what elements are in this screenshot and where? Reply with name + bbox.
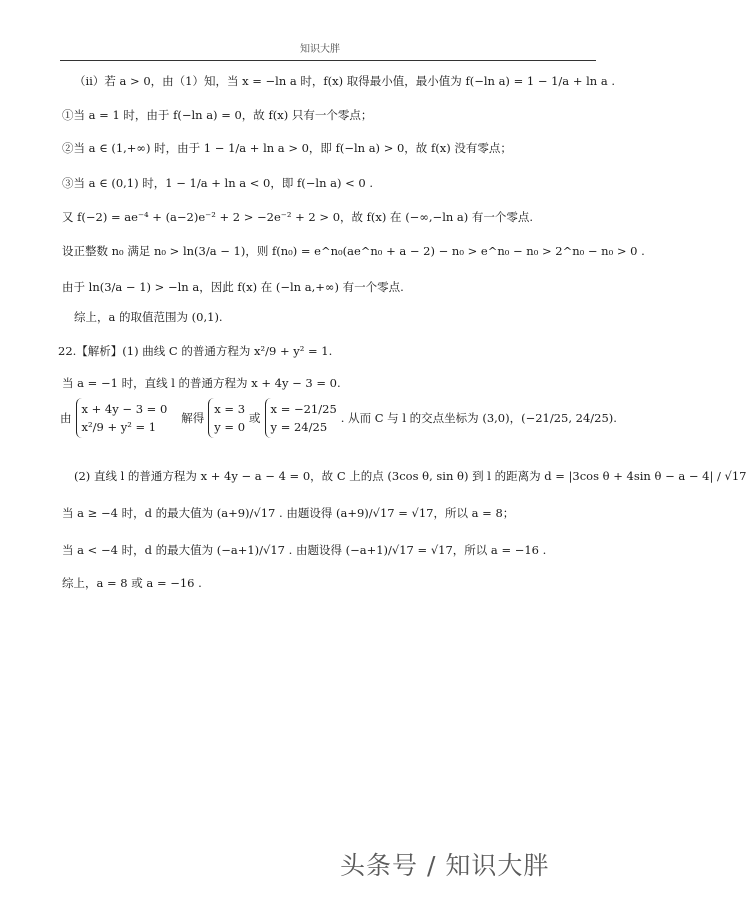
header-rule	[60, 60, 596, 61]
q22-line-4: 当 a ≥ −4 时，d 的最大值为 (a+9)/√17 . 由题设得 (a+9)/√17 = √17，所以 a = 8；	[62, 506, 515, 520]
system-3-eq-a: x = −21/25	[270, 402, 337, 416]
system-2-eq-b: y = 0	[214, 420, 246, 434]
system-brace-1	[76, 398, 168, 438]
q22-line-2: 当 a = −1 时，直线 l 的普通方程为 x + 4y − 3 = 0.	[62, 376, 341, 390]
part-ii-conclusion: 综上，a 的取值范围为 (0,1).	[74, 310, 223, 324]
system-brace-2	[208, 398, 245, 438]
watermark-text: 头条号 / 知识大胖	[340, 851, 550, 880]
part-ii-line-2: ①当 a = 1 时，由于 f(−ln a) = 0，故 f(x) 只有一个零点；	[62, 108, 373, 122]
system-1-eq-a: x + 4y − 3 = 0	[81, 402, 168, 416]
system-brace-3	[265, 398, 337, 438]
system-conclusion: . 从而 C 与 l 的交点坐标为 (3,0)，(−21/25, 24/25).	[340, 411, 617, 425]
part-ii-line-6: 设正整数 n₀ 满足 n₀ > ln(3/a − 1)，则 f(n₀) = e^n₀(ae^n₀ + a − 2) − n₀ > e^n₀ − n₀ > 2^n₀ − n₀ > 0 .	[62, 244, 645, 258]
q22-line-3: (2) 直线 l 的普通方程为 x + 4y − a − 4 = 0，故 C 上的点 (3cos θ, sin θ) 到 l 的距离为 d = |3cos θ + 4sin θ − a − 4| / √17	[74, 469, 747, 483]
system-1-eq-b: x²/9 + y² = 1	[81, 420, 157, 434]
q22-line-5: 当 a < −4 时，d 的最大值为 (−a+1)/√17 . 由题设得 (−a+1)/√17 = √17，所以 a = −16 .	[62, 543, 547, 557]
q22-line-6: 综上，a = 8 或 a = −16 .	[62, 576, 202, 590]
part-ii-line-5: 又 f(−2) = ae⁻⁴ + (a−2)e⁻² + 2 > −2e⁻² + 2 > 0，故 f(x) 在 (−∞,−ln a) 有一个零点.	[62, 210, 534, 224]
solve-label: 解得	[181, 411, 205, 425]
or-label: 或	[249, 411, 261, 425]
page-header-title: 知识大胖	[300, 44, 340, 55]
equation-system-block	[60, 398, 617, 438]
part-ii-line-7: 由于 ln(3/a − 1) > −ln a，因此 f(x) 在 (−ln a,+∞) 有一个零点.	[62, 280, 404, 294]
part-ii-line-3: ②当 a ∈ (1,+∞) 时，由于 1 − 1/a + ln a > 0，即 f(−ln a) > 0，故 f(x) 没有零点；	[62, 141, 512, 155]
part-ii-line-1: （ⅱ）若 a > 0，由（1）知，当 x = −ln a 时，f(x) 取得最小值，最小值为 f(−ln a) = 1 − 1/a + ln a .	[74, 74, 616, 88]
system-3-eq-b: y = 24/25	[270, 420, 328, 434]
part-ii-line-4: ③当 a ∈ (0,1) 时，1 − 1/a + ln a < 0，即 f(−ln a) < 0 .	[62, 176, 374, 190]
q22-line-1: 22.【解析】(1) 曲线 C 的普通方程为 x²/9 + y² = 1.	[58, 344, 333, 358]
sys-label: 由	[60, 411, 72, 425]
system-2-eq-a: x = 3	[214, 402, 246, 416]
